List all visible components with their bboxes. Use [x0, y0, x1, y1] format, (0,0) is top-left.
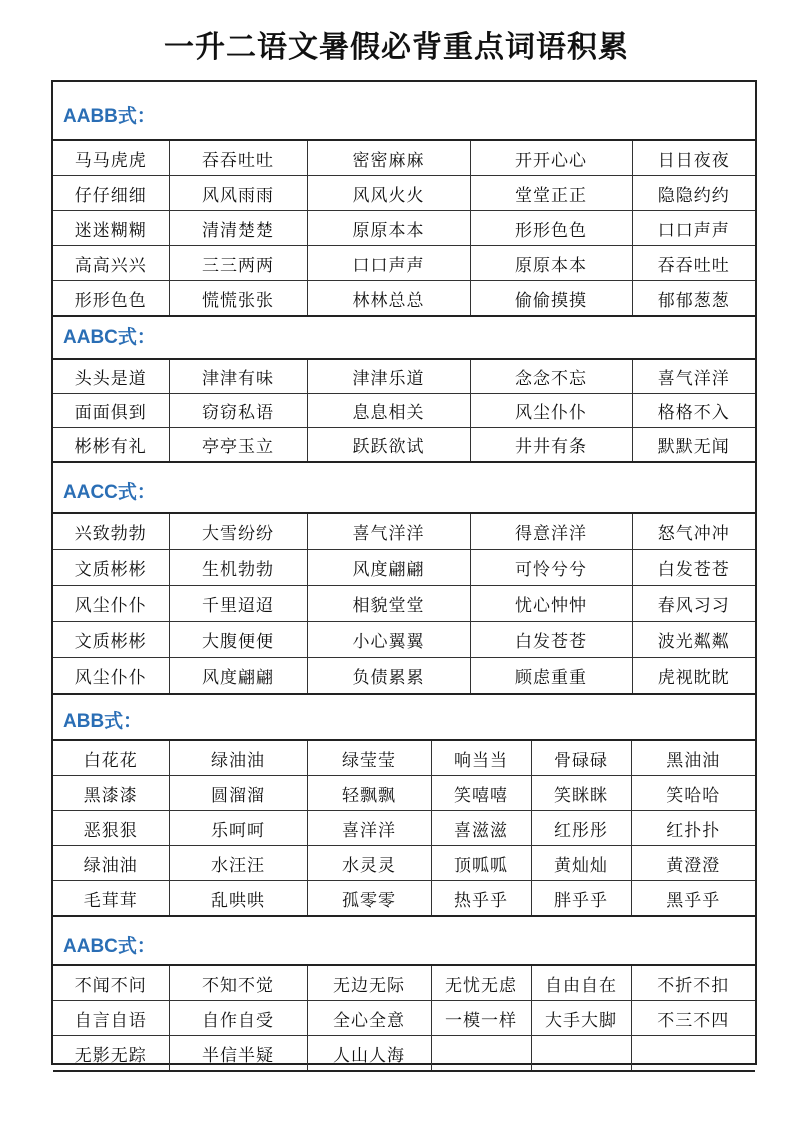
- table-row: [53, 513, 755, 550]
- word-cell: 黄澄澄: [631, 846, 755, 881]
- word-cell: 怒气冲冲: [632, 513, 755, 550]
- word-cell: 喜气洋洋: [307, 513, 470, 550]
- word-cell: 无边无际: [307, 965, 431, 1001]
- word-cell: 春风习习: [632, 586, 755, 622]
- table-row: [53, 140, 755, 176]
- table-row: [53, 1001, 755, 1036]
- section-heading: AABB式：: [63, 106, 156, 127]
- word-cell: 仔仔细细: [53, 176, 169, 211]
- word-cell: 响当当: [431, 740, 531, 776]
- word-cell: 虎视眈眈: [632, 658, 755, 695]
- table-row: [53, 622, 755, 658]
- table-row: [53, 586, 755, 622]
- word-cell: 笑哈哈: [631, 776, 755, 811]
- section-heading: AABC式：: [63, 327, 156, 348]
- word-cell: 热乎乎: [431, 881, 531, 917]
- word-cell: 默默无闻: [632, 428, 755, 463]
- section-heading: ABB式：: [63, 711, 143, 732]
- word-cell: 日日夜夜: [632, 140, 755, 176]
- word-cell: 彬彬有礼: [53, 428, 169, 463]
- word-cell: 不知不觉: [169, 965, 307, 1001]
- word-cell: 面面俱到: [53, 394, 169, 428]
- word-cell: 吞吞吐吐: [632, 246, 755, 281]
- word-cell: [631, 1036, 755, 1072]
- table-row: [53, 811, 755, 846]
- word-cell: 隐隐约约: [632, 176, 755, 211]
- word-cell: 恶狠狠: [53, 811, 169, 846]
- word-cell: 毛茸茸: [53, 881, 169, 917]
- word-table: [53, 139, 755, 317]
- vocabulary-frame: [51, 80, 757, 1065]
- word-cell: 息息相关: [307, 394, 470, 428]
- word-cell: 格格不入: [632, 394, 755, 428]
- word-cell: 喜滋滋: [431, 811, 531, 846]
- table-row: [53, 658, 755, 695]
- word-cell: 圆溜溜: [169, 776, 307, 811]
- table-row: [53, 740, 755, 776]
- word-cell: 跃跃欲试: [307, 428, 470, 463]
- word-cell: 大腹便便: [169, 622, 307, 658]
- word-cell: 亭亭玉立: [169, 428, 307, 463]
- word-cell: 口口声声: [307, 246, 470, 281]
- word-cell: 骨碌碌: [531, 740, 631, 776]
- word-cell: 喜气洋洋: [632, 359, 755, 394]
- word-cell: 密密麻麻: [307, 140, 470, 176]
- word-cell: 自言自语: [53, 1001, 169, 1036]
- table-row: [53, 1036, 755, 1072]
- word-cell: 风风火火: [307, 176, 470, 211]
- word-cell: 红扑扑: [631, 811, 755, 846]
- word-cell: 原原本本: [470, 246, 632, 281]
- section-heading: AACC式：: [63, 482, 156, 503]
- word-cell: 风风雨雨: [169, 176, 307, 211]
- word-cell: 津津乐道: [307, 359, 470, 394]
- word-cell: 头头是道: [53, 359, 169, 394]
- word-cell: 不闻不问: [53, 965, 169, 1001]
- table-row: [53, 359, 755, 394]
- word-cell: 清清楚楚: [169, 211, 307, 246]
- word-cell: [531, 1036, 631, 1072]
- page-title: 一升二语文暑假必背重点词语积累: [164, 30, 629, 65]
- word-cell: 黑漆漆: [53, 776, 169, 811]
- word-cell: 一模一样: [431, 1001, 531, 1036]
- word-cell: 郁郁葱葱: [632, 281, 755, 317]
- word-cell: 形形色色: [470, 211, 632, 246]
- word-cell: 口口声声: [632, 211, 755, 246]
- word-cell: 三三两两: [169, 246, 307, 281]
- word-cell: 津津有味: [169, 359, 307, 394]
- word-cell: 乱哄哄: [169, 881, 307, 917]
- word-cell: 相貌堂堂: [307, 586, 470, 622]
- word-cell: 自作自受: [169, 1001, 307, 1036]
- table-row: [53, 846, 755, 881]
- word-cell: 绿莹莹: [307, 740, 431, 776]
- word-cell: 吞吞吐吐: [169, 140, 307, 176]
- word-cell: 黑乎乎: [631, 881, 755, 917]
- word-cell: 风度翩翩: [169, 658, 307, 695]
- word-cell: 形形色色: [53, 281, 169, 317]
- word-cell: 堂堂正正: [470, 176, 632, 211]
- word-cell: 风尘仆仆: [53, 586, 169, 622]
- word-cell: 不三不四: [631, 1001, 755, 1036]
- word-table: [53, 512, 755, 695]
- word-cell: 慌慌张张: [169, 281, 307, 317]
- word-cell: 开开心心: [470, 140, 632, 176]
- word-cell: [431, 1036, 531, 1072]
- word-cell: 兴致勃勃: [53, 513, 169, 550]
- word-cell: 风尘仆仆: [470, 394, 632, 428]
- word-cell: 可怜兮兮: [470, 550, 632, 586]
- word-cell: 喜洋洋: [307, 811, 431, 846]
- word-cell: 文质彬彬: [53, 622, 169, 658]
- word-table: [53, 739, 755, 917]
- word-cell: 黄灿灿: [531, 846, 631, 881]
- table-row: [53, 428, 755, 463]
- word-cell: 马马虎虎: [53, 140, 169, 176]
- word-cell: 自由自在: [531, 965, 631, 1001]
- word-cell: 不折不扣: [631, 965, 755, 1001]
- table-row: [53, 211, 755, 246]
- word-cell: 白花花: [53, 740, 169, 776]
- table-row: [53, 550, 755, 586]
- word-cell: 无忧无虑: [431, 965, 531, 1001]
- word-cell: 胖乎乎: [531, 881, 631, 917]
- word-cell: 绿油油: [53, 846, 169, 881]
- word-cell: 黑油油: [631, 740, 755, 776]
- table-row: [53, 881, 755, 917]
- word-cell: 笑嘻嘻: [431, 776, 531, 811]
- word-cell: 白发苍苍: [470, 622, 632, 658]
- word-cell: 迷迷糊糊: [53, 211, 169, 246]
- word-cell: 水汪汪: [169, 846, 307, 881]
- word-cell: 孤零零: [307, 881, 431, 917]
- word-cell: 窃窃私语: [169, 394, 307, 428]
- word-cell: 白发苍苍: [632, 550, 755, 586]
- table-row: [53, 965, 755, 1001]
- word-cell: 林林总总: [307, 281, 470, 317]
- word-table: [53, 964, 755, 1072]
- word-cell: 乐呵呵: [169, 811, 307, 846]
- word-cell: 负债累累: [307, 658, 470, 695]
- word-cell: 千里迢迢: [169, 586, 307, 622]
- word-cell: 井井有条: [470, 428, 632, 463]
- table-row: [53, 246, 755, 281]
- word-cell: 忧心忡忡: [470, 586, 632, 622]
- word-cell: 得意洋洋: [470, 513, 632, 550]
- word-cell: 偷偷摸摸: [470, 281, 632, 317]
- word-cell: 生机勃勃: [169, 550, 307, 586]
- table-row: [53, 776, 755, 811]
- word-cell: 小心翼翼: [307, 622, 470, 658]
- word-cell: 风尘仆仆: [53, 658, 169, 695]
- word-table: [53, 358, 755, 463]
- word-cell: 人山人海: [307, 1036, 431, 1072]
- word-cell: 大手大脚: [531, 1001, 631, 1036]
- word-cell: 波光粼粼: [632, 622, 755, 658]
- word-cell: 全心全意: [307, 1001, 431, 1036]
- section-heading: AABC式：: [63, 936, 156, 957]
- word-cell: 文质彬彬: [53, 550, 169, 586]
- word-cell: 念念不忘: [470, 359, 632, 394]
- word-cell: 无影无踪: [53, 1036, 169, 1072]
- word-cell: 半信半疑: [169, 1036, 307, 1072]
- table-row: [53, 176, 755, 211]
- word-cell: 原原本本: [307, 211, 470, 246]
- word-cell: 笑眯眯: [531, 776, 631, 811]
- word-cell: 顾虑重重: [470, 658, 632, 695]
- word-cell: 高高兴兴: [53, 246, 169, 281]
- word-cell: 轻飘飘: [307, 776, 431, 811]
- word-cell: 绿油油: [169, 740, 307, 776]
- word-cell: 水灵灵: [307, 846, 431, 881]
- word-cell: 风度翩翩: [307, 550, 470, 586]
- word-cell: 顶呱呱: [431, 846, 531, 881]
- word-cell: 红彤彤: [531, 811, 631, 846]
- table-row: [53, 281, 755, 317]
- word-cell: 大雪纷纷: [169, 513, 307, 550]
- table-row: [53, 394, 755, 428]
